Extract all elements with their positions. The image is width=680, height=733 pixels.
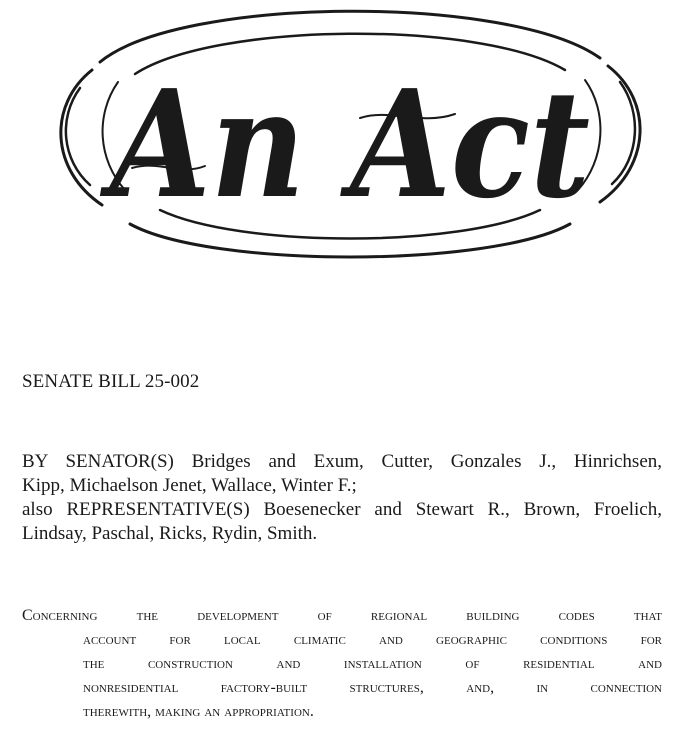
sponsor-line: Lindsay, Paschal, Ricks, Rydin, Smith. bbox=[22, 523, 318, 544]
sponsors-block bbox=[22, 450, 662, 546]
an-act-header bbox=[40, 0, 660, 265]
an-act-title: An Act bbox=[99, 57, 590, 231]
concerning-line: nonresidential factory-built structures, and, in connection bbox=[83, 679, 662, 696]
concerning-clause bbox=[22, 604, 662, 724]
concerning-line: account for local climatic and geographic conditions for bbox=[83, 631, 662, 648]
concerning-line: therewith, making an appropriation. bbox=[83, 703, 314, 720]
sponsor-line: also REPRESENTATIVE(S) Boesenecker and Stewart R., Brown, Froelich, bbox=[22, 499, 662, 520]
concerning-line: the construction and installation of residential and bbox=[83, 655, 662, 672]
concerning-line: Concerning the development of regional building codes that bbox=[22, 607, 662, 624]
sponsor-line: BY SENATOR(S) Bridges and Exum, Cutter, Gonzales J., Hinrichsen, bbox=[22, 451, 662, 472]
bill-number: SENATE BILL 25-002 bbox=[22, 371, 200, 392]
decorative-flourish-header bbox=[40, 0, 660, 265]
sponsor-line: Kipp, Michaelson Jenet, Wallace, Winter F.; bbox=[22, 475, 357, 496]
